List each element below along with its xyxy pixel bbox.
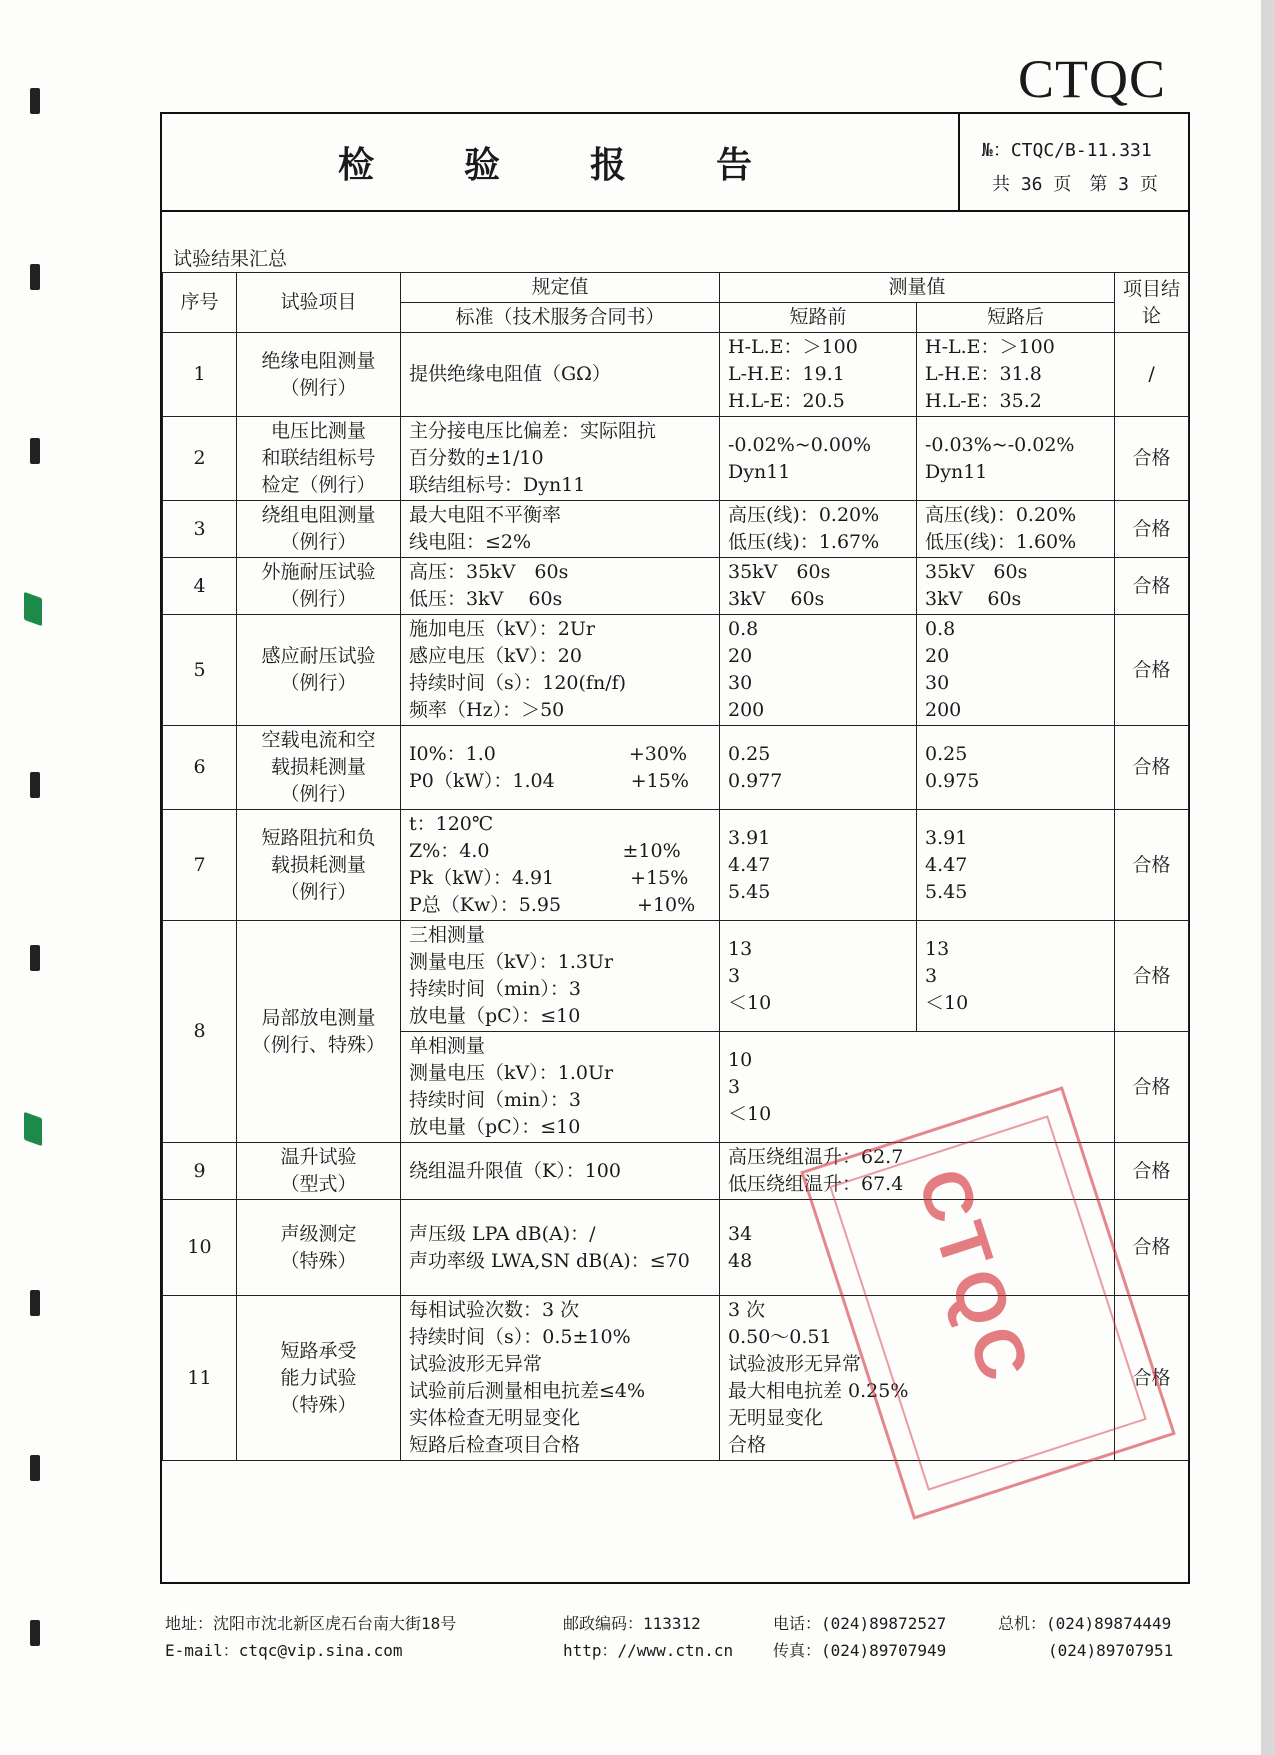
row-before-line: 3kV 60s bbox=[728, 588, 825, 610]
report-number-block bbox=[982, 134, 1158, 202]
row-after bbox=[917, 417, 1115, 501]
row-before-line: 0.977 bbox=[728, 769, 783, 792]
row-result-line: 合格 bbox=[1132, 447, 1171, 469]
binder-mark bbox=[30, 438, 40, 464]
page-count: 共 36 页 第 3 页 bbox=[992, 174, 1158, 195]
row-measured-line: 3 bbox=[728, 1075, 741, 1098]
row-spec-line: 持续时间（min）：3 bbox=[409, 978, 581, 1000]
row-before bbox=[720, 921, 917, 1032]
row-spec-line: 试验波形无异常 bbox=[409, 1353, 543, 1375]
row-after-line: 高压(线)：0.20% bbox=[925, 504, 1077, 526]
row-item-line: 空载电流和空 bbox=[261, 729, 376, 751]
row-before-line: 13 bbox=[728, 937, 753, 960]
row-after-line: -0.03%~-0.02% bbox=[925, 433, 1075, 456]
row-result-line: 合格 bbox=[1132, 853, 1171, 876]
row-measured-line: 10 bbox=[728, 1048, 753, 1071]
row-item-line: （特殊） bbox=[280, 1249, 357, 1272]
row-measured-line: 34 bbox=[728, 1222, 753, 1245]
header-conclusion: 项目结论 bbox=[1115, 273, 1189, 333]
row-after-line: 低压(线)：1.60% bbox=[925, 531, 1077, 553]
report-number: №：CTQC/B-11.331 bbox=[982, 140, 1152, 161]
row-item-line: 绝缘电阻测量 bbox=[261, 349, 376, 372]
row-spec-line: 线电阻：≤2% bbox=[409, 531, 532, 553]
row-measured-line: 48 bbox=[728, 1249, 753, 1272]
row-before-line: ＜10 bbox=[728, 991, 772, 1014]
row-after-line: 5.45 bbox=[925, 880, 968, 903]
binder-mark bbox=[30, 88, 40, 114]
row-spec-line: Pk（kW）：4.91 +15% bbox=[409, 867, 689, 889]
row-after bbox=[917, 333, 1115, 417]
row-item-line: 短路承受 bbox=[280, 1339, 357, 1362]
row-after-line: L-H.E：31.8 bbox=[925, 363, 1042, 385]
header-measured: 测量值 bbox=[720, 273, 1115, 303]
header-after: 短路后 bbox=[917, 303, 1115, 333]
table-row bbox=[163, 333, 1189, 417]
row-item bbox=[237, 921, 401, 1143]
row-after-line: 0.25 bbox=[925, 742, 968, 765]
row-item-line: 感应耐压试验 bbox=[261, 645, 376, 667]
row-item bbox=[237, 810, 401, 921]
row-item-line: （型式） bbox=[280, 1173, 357, 1195]
row-spec-line: 频率（Hz）：＞50 bbox=[409, 699, 565, 721]
row-item bbox=[237, 726, 401, 810]
row-spec-line: 高压：35kV 60s bbox=[409, 561, 569, 583]
row-spec-line: P总（Kw）：5.95 +10% bbox=[409, 894, 696, 916]
footer-address-block bbox=[165, 1610, 456, 1664]
row-item-line: 绕组电阻测量 bbox=[261, 504, 376, 526]
row-spec-line: P0（kW）：1.04 +15% bbox=[409, 769, 689, 792]
row-result bbox=[1115, 1143, 1189, 1200]
row-spec-line: 联结组标号：Dyn11 bbox=[409, 474, 586, 496]
row-after bbox=[917, 501, 1115, 558]
row-spec-line: 三相测量 bbox=[409, 924, 486, 946]
row-before-line: Dyn11 bbox=[728, 460, 791, 483]
row-spec-line: t：120℃ bbox=[409, 813, 494, 835]
row-result-line: 合格 bbox=[1132, 756, 1171, 778]
row-result bbox=[1115, 417, 1189, 501]
row-item-line: （例行） bbox=[280, 880, 357, 903]
row-number-line: 7 bbox=[193, 853, 206, 876]
row-after-line: 35kV 60s bbox=[925, 561, 1028, 583]
header-spec: 规定值 bbox=[401, 273, 720, 303]
report-title: 检验报告 bbox=[162, 114, 960, 210]
section-title: 试验结果汇总 bbox=[173, 248, 288, 270]
row-number-line: 10 bbox=[187, 1236, 212, 1258]
row-spec-line: 声功率级 LWA,SN dB(A)：≤70 bbox=[409, 1249, 690, 1272]
row-measured-line: 无明显变化 bbox=[728, 1407, 824, 1429]
row-spec bbox=[401, 1032, 720, 1143]
row-measured-line: 3 次 bbox=[728, 1299, 766, 1321]
row-result-line: 合格 bbox=[1132, 1366, 1171, 1389]
row-before-line: 高压(线)：0.20% bbox=[728, 504, 880, 526]
row-spec bbox=[401, 558, 720, 615]
row-number bbox=[163, 417, 237, 501]
row-spec bbox=[401, 726, 720, 810]
footer-email: E-mail：ctqc@vip.sina.com bbox=[165, 1641, 403, 1660]
binder-mark bbox=[30, 945, 40, 971]
row-spec bbox=[401, 333, 720, 417]
row-number-line: 1 bbox=[193, 363, 206, 385]
row-after-line: 30 bbox=[925, 672, 950, 694]
footer-switchboard-2: (024)89707951 bbox=[1048, 1641, 1174, 1660]
row-before bbox=[720, 726, 917, 810]
binder-mark bbox=[30, 264, 40, 290]
row-item-line: 外施耐压试验 bbox=[261, 561, 376, 583]
row-item bbox=[237, 558, 401, 615]
row-item-line: （例行） bbox=[280, 783, 357, 805]
binder-mark bbox=[24, 592, 42, 627]
row-result-line: 合格 bbox=[1132, 574, 1171, 597]
table-row bbox=[163, 615, 1189, 726]
row-item-line: （特殊） bbox=[280, 1393, 357, 1416]
row-before-line: 20 bbox=[728, 645, 753, 667]
footer-post-block bbox=[563, 1610, 733, 1664]
row-measured-line: 合格 bbox=[728, 1434, 767, 1456]
row-number-line: 9 bbox=[193, 1159, 206, 1182]
table-row bbox=[163, 810, 1189, 921]
table-row bbox=[163, 921, 1189, 1032]
row-number bbox=[163, 501, 237, 558]
row-spec-line: 主分接电压比偏差：实际阻抗 bbox=[409, 420, 657, 442]
row-spec bbox=[401, 1200, 720, 1296]
row-before-line: H-L.E：＞100 bbox=[728, 336, 858, 358]
row-item-line: 短路阻抗和负 bbox=[261, 826, 376, 849]
row-result bbox=[1115, 810, 1189, 921]
row-spec-line: Z%：4.0 ±10% bbox=[409, 840, 681, 862]
row-item-line: 局部放电测量 bbox=[261, 1006, 376, 1029]
row-item-line: 和联结组标号 bbox=[261, 447, 376, 469]
row-measured-line: ＜10 bbox=[728, 1102, 772, 1125]
row-result-line: 合格 bbox=[1132, 1075, 1171, 1098]
row-before-line: -0.02%~0.00% bbox=[728, 433, 872, 456]
row-after-line: 4.47 bbox=[925, 853, 968, 876]
row-after bbox=[917, 810, 1115, 921]
row-spec-line: I0%：1.0 +30% bbox=[409, 742, 688, 765]
row-number-line: 5 bbox=[193, 658, 206, 681]
row-before-line: 4.47 bbox=[728, 853, 771, 876]
row-item-line: 温升试验 bbox=[280, 1146, 357, 1168]
row-spec-line: 持续时间（s）：0.5±10% bbox=[409, 1326, 631, 1348]
row-number-line: 4 bbox=[193, 574, 206, 597]
row-spec bbox=[401, 615, 720, 726]
row-spec-line: 单相测量 bbox=[409, 1035, 486, 1057]
row-spec-line: 测量电压（kV）：1.3Ur bbox=[409, 951, 614, 973]
row-measured-line: 0.50～0.51 bbox=[728, 1326, 832, 1348]
row-after-line: 3.91 bbox=[925, 826, 968, 849]
row-spec-line: 试验前后测量相电抗差≤4% bbox=[409, 1380, 646, 1402]
row-item-line: 检定（例行） bbox=[261, 474, 376, 496]
footer-website: http：//www.ctn.cn bbox=[563, 1641, 734, 1660]
row-number bbox=[163, 1143, 237, 1200]
row-number bbox=[163, 1296, 237, 1461]
row-before bbox=[720, 810, 917, 921]
row-number bbox=[163, 615, 237, 726]
row-item-line: 载损耗测量 bbox=[270, 756, 366, 778]
row-before bbox=[720, 501, 917, 558]
footer-switchboard-block bbox=[998, 1610, 1173, 1664]
row-before-line: 0.25 bbox=[728, 742, 771, 765]
row-result-line: 合格 bbox=[1132, 1236, 1171, 1258]
row-result bbox=[1115, 333, 1189, 417]
binder-mark bbox=[30, 1455, 40, 1481]
row-item bbox=[237, 1143, 401, 1200]
header-item: 试验项目 bbox=[237, 273, 401, 333]
row-spec bbox=[401, 417, 720, 501]
row-before-line: 35kV 60s bbox=[728, 561, 831, 583]
row-number-line: 3 bbox=[193, 517, 206, 540]
row-spec-line: 放电量（pC）：≤10 bbox=[409, 1116, 581, 1138]
row-spec bbox=[401, 1296, 720, 1461]
row-spec-line: 施加电压（kV）：2Ur bbox=[409, 618, 595, 640]
row-result bbox=[1115, 1032, 1189, 1143]
row-spec-line: 测量电压（kV）：1.0Ur bbox=[409, 1062, 614, 1084]
row-number-line: 8 bbox=[193, 1020, 206, 1042]
row-number bbox=[163, 810, 237, 921]
row-item-line: （例行） bbox=[280, 672, 357, 694]
header-no: 序号 bbox=[163, 273, 237, 333]
row-measured-line: 低压绕组温升：67.4 bbox=[728, 1173, 904, 1195]
row-item-line: 声级测定 bbox=[280, 1222, 357, 1245]
footer-fax: 传真：(024)89707949 bbox=[773, 1641, 947, 1660]
row-result-line: 合格 bbox=[1132, 964, 1171, 987]
row-number bbox=[163, 558, 237, 615]
row-result bbox=[1115, 921, 1189, 1032]
row-before-line: 30 bbox=[728, 672, 753, 694]
row-before-line: H.L-E：20.5 bbox=[728, 390, 845, 412]
brand-logo: CTQC bbox=[1018, 49, 1167, 109]
header-before: 短路前 bbox=[720, 303, 917, 333]
binder-mark bbox=[30, 772, 40, 798]
row-spec-line: 持续时间（s）：120(fn/f) bbox=[409, 672, 627, 694]
row-item-line: 载损耗测量 bbox=[270, 853, 366, 876]
row-before-line: L-H.E：19.1 bbox=[728, 363, 845, 385]
footer-phone: 电话：(024)89872527 bbox=[773, 1614, 947, 1633]
row-item bbox=[237, 333, 401, 417]
row-spec-line: 每相试验次数：3 次 bbox=[409, 1299, 580, 1321]
binder-mark bbox=[30, 1290, 40, 1316]
footer-phone-block bbox=[773, 1610, 946, 1664]
row-number-line: 2 bbox=[193, 447, 206, 469]
row-spec bbox=[401, 501, 720, 558]
row-result bbox=[1115, 501, 1189, 558]
row-before-line: 3.91 bbox=[728, 826, 771, 849]
row-spec-line: 绕组温升限值（K）：100 bbox=[409, 1159, 621, 1182]
table-row bbox=[163, 726, 1189, 810]
row-item bbox=[237, 417, 401, 501]
row-result bbox=[1115, 615, 1189, 726]
row-after bbox=[917, 615, 1115, 726]
row-after-line: ＜10 bbox=[925, 991, 969, 1014]
row-item bbox=[237, 615, 401, 726]
row-spec-line: 持续时间（min）：3 bbox=[409, 1089, 581, 1111]
row-spec-line: 实体检查无明显变化 bbox=[409, 1407, 581, 1429]
row-after bbox=[917, 921, 1115, 1032]
row-spec bbox=[401, 921, 720, 1032]
row-before-line: 0.8 bbox=[728, 618, 759, 640]
row-result bbox=[1115, 558, 1189, 615]
row-result bbox=[1115, 726, 1189, 810]
row-after-line: 3 bbox=[925, 964, 938, 987]
seal-text: CTQC bbox=[902, 1159, 1046, 1395]
row-after-line: H.L-E：35.2 bbox=[925, 390, 1042, 412]
row-spec-line: 最大电阻不平衡率 bbox=[409, 504, 562, 526]
row-after-line: 200 bbox=[925, 699, 962, 721]
row-before-line: 200 bbox=[728, 699, 765, 721]
row-after-line: 13 bbox=[925, 937, 950, 960]
row-before-line: 3 bbox=[728, 964, 741, 987]
row-spec-line: 放电量（pC）：≤10 bbox=[409, 1005, 581, 1027]
row-before-line: 5.45 bbox=[728, 880, 771, 903]
row-number-line: 11 bbox=[187, 1366, 212, 1389]
row-item bbox=[237, 501, 401, 558]
page-edge bbox=[1261, 0, 1275, 1755]
table-row bbox=[163, 417, 1189, 501]
row-item-line: （例行） bbox=[280, 376, 357, 399]
row-item-line: 能力试验 bbox=[280, 1366, 357, 1389]
row-number bbox=[163, 726, 237, 810]
row-spec bbox=[401, 1143, 720, 1200]
row-after-line: 20 bbox=[925, 645, 950, 667]
row-after-line: Dyn11 bbox=[925, 460, 988, 483]
binder-mark bbox=[24, 1112, 42, 1147]
row-after-line: 0.8 bbox=[925, 618, 956, 640]
row-item-line: （例行、特殊） bbox=[251, 1033, 385, 1056]
header-spec-sub: 标准（技术服务合同书） bbox=[401, 303, 720, 333]
row-spec-line: 感应电压（kV）：20 bbox=[409, 645, 582, 667]
row-spec bbox=[401, 810, 720, 921]
row-after-line: 0.975 bbox=[925, 769, 980, 792]
row-result-line: 合格 bbox=[1132, 517, 1171, 540]
row-before bbox=[720, 615, 917, 726]
row-item-line: 电压比测量 bbox=[270, 420, 366, 442]
report-header bbox=[162, 114, 1188, 212]
row-item-line: （例行） bbox=[280, 531, 357, 553]
row-number bbox=[163, 1200, 237, 1296]
row-before-line: 低压(线)：1.67% bbox=[728, 531, 880, 553]
footer-switchboard: 总机：(024)89874449 bbox=[998, 1614, 1172, 1633]
row-item bbox=[237, 1200, 401, 1296]
table-row bbox=[163, 501, 1189, 558]
footer-postcode: 邮政编码：113312 bbox=[563, 1614, 701, 1633]
row-number-line: 6 bbox=[193, 756, 206, 778]
row-item-line: （例行） bbox=[280, 588, 357, 610]
row-after bbox=[917, 558, 1115, 615]
footer-address: 地址：沈阳市沈北新区虎石台南大街18号 bbox=[165, 1614, 457, 1633]
row-after-line: H-L.E：＞100 bbox=[925, 336, 1055, 358]
row-result-line: / bbox=[1148, 363, 1155, 385]
row-after bbox=[917, 726, 1115, 810]
row-spec-line: 提供绝缘电阻值（GΩ） bbox=[409, 363, 611, 385]
binder-mark bbox=[30, 1620, 40, 1646]
row-number bbox=[163, 921, 237, 1143]
row-number bbox=[163, 333, 237, 417]
row-result-line: 合格 bbox=[1132, 658, 1171, 681]
row-result-line: 合格 bbox=[1132, 1159, 1171, 1182]
row-item bbox=[237, 1296, 401, 1461]
row-before bbox=[720, 333, 917, 417]
row-measured-line: 高压绕组温升：62.7 bbox=[728, 1146, 904, 1168]
row-after-line: 3kV 60s bbox=[925, 588, 1022, 610]
row-spec-line: 低压：3kV 60s bbox=[409, 588, 563, 610]
row-spec-line: 百分数的±1/10 bbox=[409, 447, 544, 469]
row-before bbox=[720, 417, 917, 501]
table-row bbox=[163, 558, 1189, 615]
row-spec-line: 短路后检查项目合格 bbox=[409, 1434, 581, 1456]
row-before bbox=[720, 558, 917, 615]
row-measured-line: 试验波形无异常 bbox=[728, 1353, 862, 1375]
row-measured-line: 最大相电抗差 0.25% bbox=[728, 1380, 909, 1402]
row-spec-line: 声压级 LPA dB(A)：/ bbox=[409, 1222, 596, 1245]
